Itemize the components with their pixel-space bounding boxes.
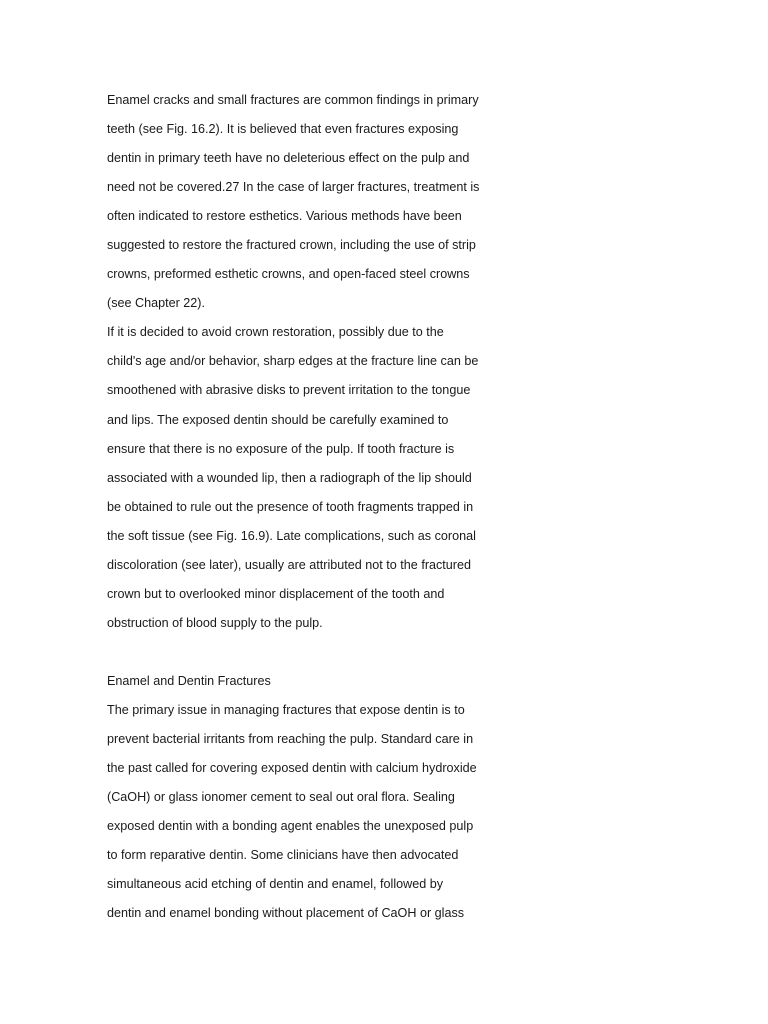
document-body xyxy=(107,86,497,928)
text-line: the soft tissue (see Fig. 16.9). Late complications, such as coronal xyxy=(107,528,476,543)
text-line: The primary issue in managing fractures that expose dentin is to xyxy=(107,702,465,717)
text-line: associated with a wounded lip, then a radiograph of the lip should xyxy=(107,470,472,485)
text-line: (CaOH) or glass ionomer cement to seal out oral flora. Sealing xyxy=(107,790,455,805)
text-line: crown but to overlooked minor displacement of the tooth and xyxy=(107,586,445,601)
text-line: and lips. The exposed dentin should be carefully examined to xyxy=(107,412,449,427)
text-line: obstruction of blood supply to the pulp. xyxy=(107,615,323,630)
text-line: need not be covered.27 In the case of larger fractures, treatment is xyxy=(107,180,480,195)
text-line: the past called for covering exposed dentin with calcium hydroxide xyxy=(107,761,477,776)
text-line: teeth (see Fig. 16.2). It is believed that even fractures exposing xyxy=(107,122,459,137)
text-line: simultaneous acid etching of dentin and enamel, followed by xyxy=(107,877,444,892)
section-heading: Enamel and Dentin Fractures xyxy=(107,673,271,688)
text-line: dentin and enamel bonding without placement of CaOH or glass xyxy=(107,906,465,921)
paragraph-crown-restoration xyxy=(107,318,497,638)
text-line: smoothened with abrasive disks to prevent irritation to the tongue xyxy=(107,383,471,398)
text-line: (see Chapter 22). xyxy=(107,296,206,311)
paragraph-spacer xyxy=(107,638,497,667)
text-line: often indicated to restore esthetics. Various methods have been xyxy=(107,209,462,224)
text-line: be obtained to rule out the presence of tooth fragments trapped in xyxy=(107,499,474,514)
text-line: to form reparative dentin. Some clinicians have then advocated xyxy=(107,848,459,863)
text-line: If it is decided to avoid crown restoration, possibly due to the xyxy=(107,325,444,340)
text-line: discoloration (see later), usually are attributed not to the fractured xyxy=(107,557,472,572)
text-line: Enamel cracks and small fractures are common findings in primary xyxy=(107,93,479,107)
text-line: suggested to restore the fractured crown, including the use of strip xyxy=(107,238,476,253)
text-line: dentin in primary teeth have no deleterious effect on the pulp and xyxy=(107,151,470,166)
text-line: ensure that there is no exposure of the pulp. If tooth fracture is xyxy=(107,441,455,456)
text-line: crowns, preformed esthetic crowns, and open-faced steel crowns xyxy=(107,267,470,282)
text-line: prevent bacterial irritants from reaching the pulp. Standard care in xyxy=(107,732,474,747)
text-line: child's age and/or behavior, sharp edges at the fracture line can be xyxy=(107,354,479,369)
paragraph-enamel-cracks xyxy=(107,86,497,318)
paragraph-dentin-fractures xyxy=(107,696,497,928)
text-line: exposed dentin with a bonding agent enables the unexposed pulp xyxy=(107,819,474,834)
